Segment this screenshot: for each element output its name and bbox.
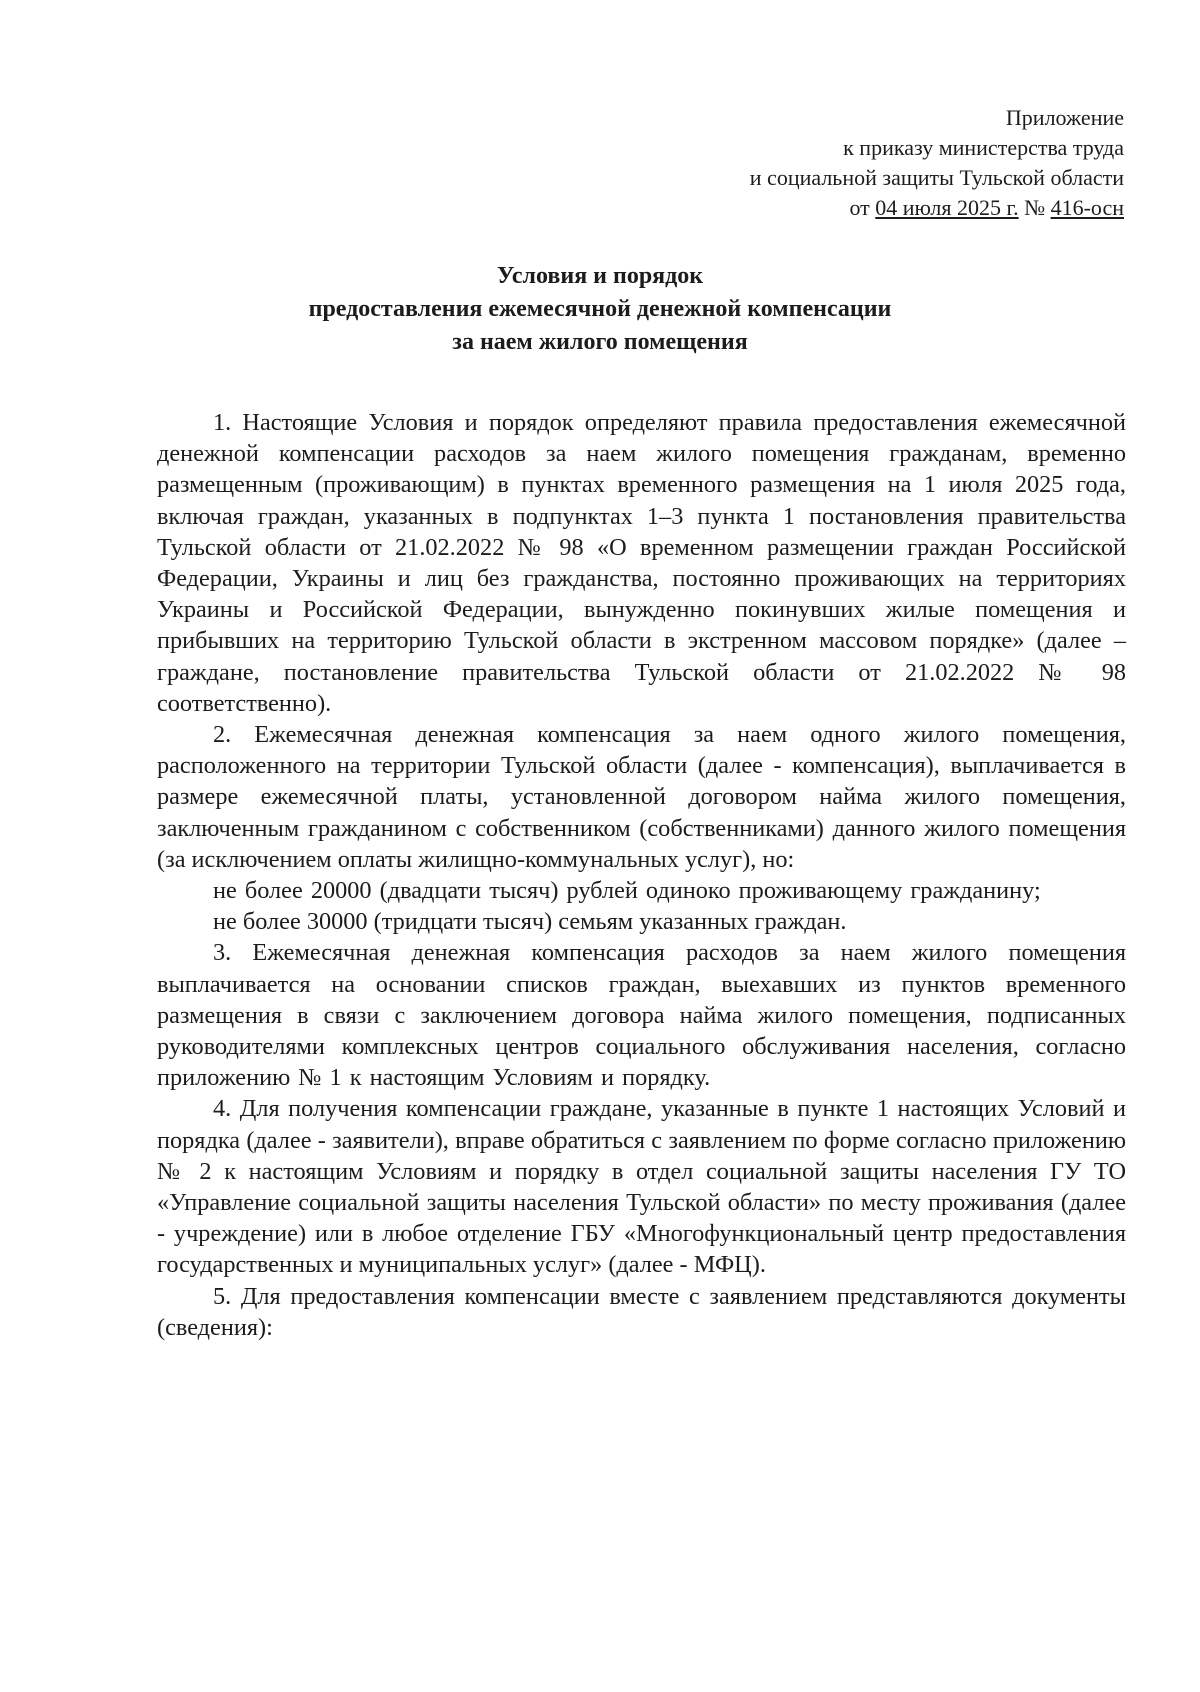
order-date: 04 июля 2025 г. bbox=[875, 195, 1019, 220]
paragraph-1: 1. Настоящие Условия и порядок определяют правила предоставления ежемесячной денежной компенсации расходов за наем жилого помещения гражданам, временно размещенным (проживающим) в пунктах временного размещения на 1 июля 2025 года, включая граждан, указанных в подпунктах 1–3 пункта 1 постановления правительства Тульской области от 21.02.2022 № 98 «О временном размещении граждан Российской Федерации, Украины и лиц без гражданства, постоянно проживающих на территориях Украины и Российской Федерации, вынужденно покинувших жилые помещения и прибывших на территорию Тульской области в экстренном массовом порядке» (далее – граждане, постановление правительства Тульской области от 21.02.2022 № 98 соответственно). bbox=[157, 409, 1126, 717]
document-title bbox=[0, 260, 1200, 359]
order-number: 416-осн bbox=[1050, 195, 1124, 220]
document-body bbox=[157, 407, 1126, 1343]
date-prefix: от bbox=[849, 195, 876, 220]
title-line-3: за наем жилого помещения bbox=[452, 329, 748, 355]
paragraph-2-limit-family: не более 30000 (тридцати тысяч) семьям указанных граждан. bbox=[213, 908, 847, 936]
appendix-ministry: и социальной защиты Тульской области bbox=[749, 165, 1124, 190]
paragraph-3: 3. Ежемесячная денежная компенсация расходов за наем жилого помещения выплачивается на основании списков граждан, выехавших из пунктов временного размещения в связи с заключением договора найма жилого помещения, подписанных руководителями комплексных центров социального обслуживания населения, согласно приложению № 1 к настоящим Условиям и порядку. bbox=[157, 939, 1126, 1092]
appendix-label: Приложение bbox=[1005, 105, 1124, 130]
paragraph-2: 2. Ежемесячная денежная компенсация за наем одного жилого помещения, расположенного на территории Тульской области (далее - компенсация), выплачивается в размере ежемесячной платы, установленной договором найма жилого помещения, заключенным гражданином с собственником (собственниками) данного жилого помещения (за исключением оплаты жилищно-коммунальных услуг), но: bbox=[157, 721, 1126, 873]
number-prefix: № bbox=[1018, 195, 1051, 220]
appendix-header bbox=[750, 103, 1124, 223]
paragraph-5: 5. Для предоставления компенсации вместе с заявлением представляются документы (сведения): bbox=[157, 1282, 1126, 1341]
title-line-2: предоставления ежемесячной денежной компенсации bbox=[308, 296, 892, 322]
paragraph-4: 4. Для получения компенсации граждане, указанные в пункте 1 настоящих Условий и порядка (далее - заявители), вправе обратиться с заявлением по форме согласно приложению № 2 к настоящим Условиям и порядку в отдел социальной защиты населения ГУ ТО «Управление социальной защиты населения Тульской области» по месту проживания (далее - учреждение) или в любое отделение ГБУ «Многофункциональный центр предоставления государственных и муниципальных услуг» (далее - МФЦ). bbox=[157, 1095, 1126, 1279]
paragraph-2-limit-single: не более 20000 (двадцати тысяч) рублей одиноко проживающему гражданину; bbox=[213, 877, 1041, 905]
appendix-date-line bbox=[750, 193, 1124, 223]
appendix-order-ref: к приказу министерства труда bbox=[843, 135, 1124, 160]
title-line-1: Условия и порядок bbox=[496, 263, 704, 289]
